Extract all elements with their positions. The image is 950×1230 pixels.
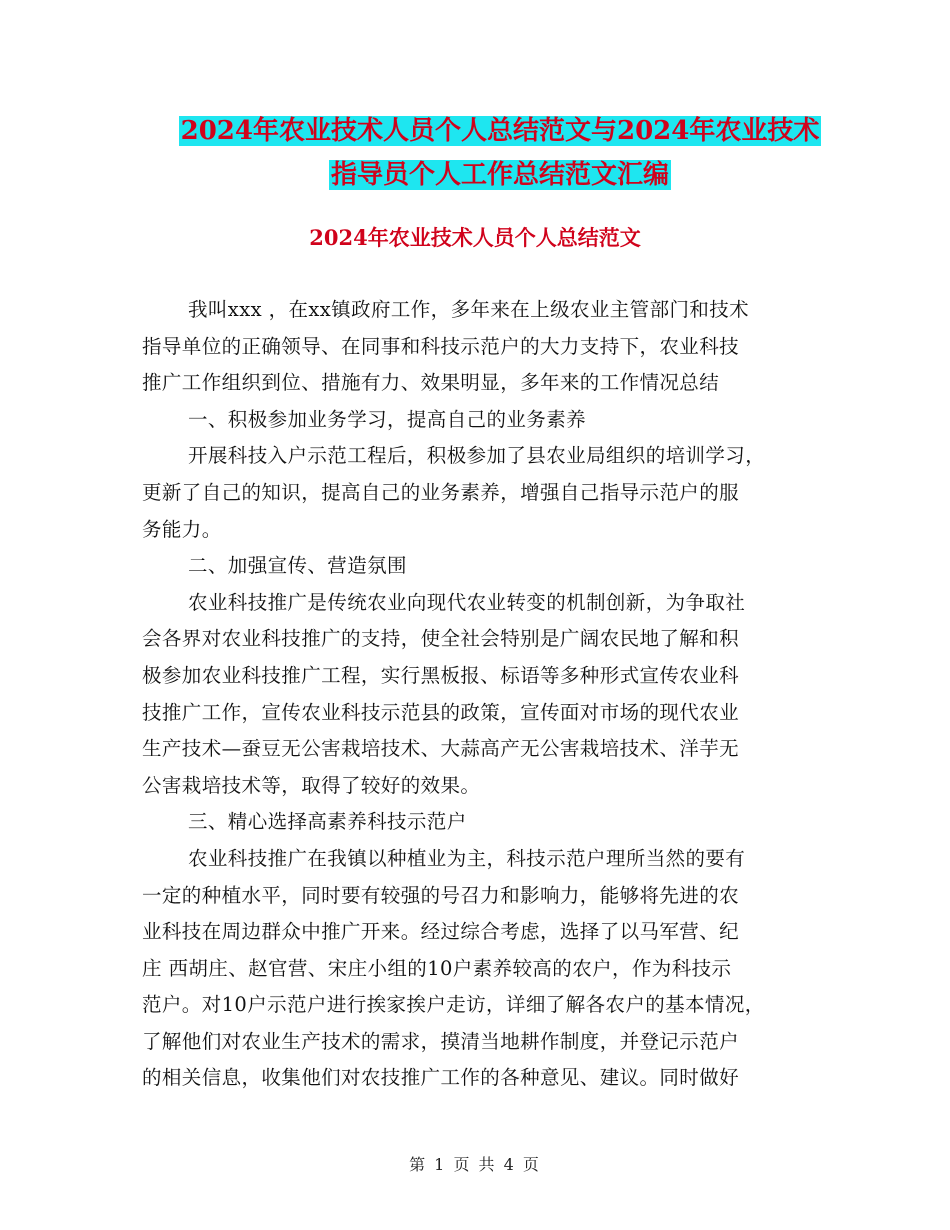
body-text-line: 业科技在周边群众中推广开来。经过综合考虑，选择了以马军营、纪 (142, 920, 740, 944)
page-footer: 第 1 页 共 4 页 (409, 1155, 541, 1174)
document-body (142, 292, 822, 1097)
section-title: 2024年农业技术人员个人总结范文 (309, 225, 641, 250)
body-text-line: 了解他们对农业生产技术的需求，摸清当地耕作制度，并登记示范户 (142, 1029, 740, 1053)
body-text-line: 技推广工作，宣传农业科技示范县的政策，宣传面对市场的现代农业 (142, 700, 740, 724)
body-text-line: 二、加强宣传、营造氛围 (188, 554, 407, 578)
body-text-line: 推广工作组织到位、措施有力、效果明显，多年来的工作情况总结 (142, 371, 720, 395)
body-text-line: 三、精心选择高素养科技示范户 (188, 810, 467, 834)
body-text-line: 农业科技推广在我镇以种植业为主，科技示范户理所当然的要有 (188, 846, 746, 870)
body-text-line: 范户。对10户示范户进行挨家挨户走访，详细了解各农户的基本情况， (142, 993, 765, 1017)
body-text-line: 庄 西胡庄、赵官营、宋庄小组的10户素养较高的农户，作为科技示 (142, 956, 732, 980)
body-text-line: 极参加农业科技推广工程，实行黑板报、标语等多种形式宣传农业科 (142, 663, 740, 687)
body-text-line: 我叫xxx ，在xx镇政府工作，多年来在上级农业主管部门和技术 (188, 298, 750, 321)
document-title-line-1 (120, 108, 880, 154)
body-text-line: 开展科技入户示范工程后，积极参加了县农业局组织的培训学习， (188, 444, 766, 468)
body-text-line: 生产技术—蚕豆无公害栽培技术、大蒜高产无公害栽培技术、洋芋无 (142, 737, 740, 761)
body-text-line: 公害栽培技术等，取得了较好的效果。 (142, 773, 481, 797)
body-text-line: 更新了自己的知识，提高自己的业务素养，增强自己指导示范户的服 (142, 480, 740, 504)
body-text-line: 会各界对农业科技推广的支持，使全社会特别是广阔农民地了解和积 (142, 627, 740, 651)
document-title-line-2 (120, 152, 880, 198)
title-highlight: 2024年农业技术人员个人总结范文与2024年农业技术 (180, 116, 820, 146)
body-text-line: 一定的种植水平，同时要有较强的号召力和影响力，能够将先进的农 (142, 883, 740, 907)
body-text-line: 农业科技推广是传统农业向现代农业转变的机制创新，为争取社 (188, 590, 746, 614)
title-highlight: 指导员个人工作总结范文汇编 (330, 160, 669, 190)
body-text-line: 的相关信息，收集他们对农技推广工作的各种意见、建议。同时做好 (142, 1066, 740, 1090)
body-text-line: 务能力。 (142, 517, 222, 541)
body-text-line: 一、积极参加业务学习，提高自己的业务素养 (188, 407, 587, 431)
body-text-line: 指导单位的正确领导、在同事和科技示范户的大力支持下，农业科技 (142, 334, 740, 358)
